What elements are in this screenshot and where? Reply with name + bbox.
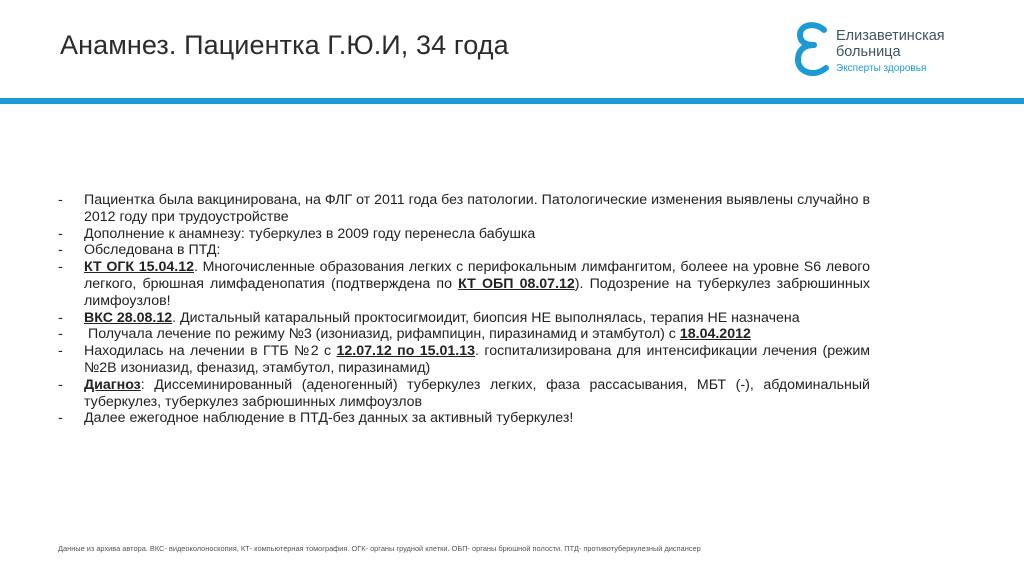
- text-part: . Многочисленные образования легких с перифокальным лимфангитом, болеее на уровне S6 левого легкого, брюшная лимфаденопатия (подтверждена по: [84, 259, 871, 292]
- list-item: [58, 310, 870, 327]
- list-item: [58, 326, 870, 343]
- item-text: [84, 310, 870, 327]
- diagnosis-keyword: Диагноз: [84, 376, 141, 393]
- list-item: [58, 343, 870, 377]
- text-part: Далее ежегодное наблюдение в ПТД-без данных за активный туберкулез!: [84, 410, 574, 427]
- text-part: . Дистальный катаральный проктосигмоидит, биопсия НЕ выполнялась, терапия НЕ назначена: [172, 309, 800, 326]
- list-item: [58, 242, 870, 259]
- slide-title: Анамнез. Пациентка Г.Ю.И, 34 года: [60, 30, 509, 60]
- anamnesis-list: [58, 192, 870, 427]
- header-divider: [0, 98, 1024, 104]
- hospital-logo: [794, 20, 994, 80]
- bullet-dash: -: [58, 225, 63, 242]
- bullet-dash: -: [58, 326, 63, 343]
- list-item: [58, 377, 870, 411]
- bullet-dash: -: [58, 259, 63, 276]
- logo-tagline: Эксперты здоровья: [836, 63, 927, 74]
- item-text: [84, 192, 870, 226]
- item-text: [84, 326, 870, 343]
- text-part: Находилась на лечении в ГТБ №2 с: [84, 343, 337, 360]
- item-text: [84, 377, 870, 411]
- item-text: [84, 343, 870, 377]
- list-item: [58, 192, 870, 226]
- list-item: [58, 259, 870, 309]
- hospital-dates-keyword: 12.07.12 по 15.01.13: [336, 343, 475, 360]
- footnote: Данные из архива автора. ВКС- видеоколоноскопия, КТ- компьютерная томография. ОГК- органы грудной клетки. ОБП- органы брюшной полости. ПТД- противотуберкулезный диспансер: [58, 544, 701, 553]
- treatment-date-keyword: 18.04.2012: [679, 326, 751, 343]
- colonoscopy-keyword: ВКС 28.08.12: [84, 309, 173, 326]
- item-text: [84, 259, 870, 309]
- logo-e-icon: [794, 20, 834, 80]
- item-text: [84, 226, 870, 243]
- text-part: Обследована в ПТД:: [84, 242, 221, 259]
- text-part: Пациентка была вакцинирована, на ФЛГ от 2011 года без патологии. Патологические изменения выявлены случайно в 2012 году при трудоустройстве: [84, 192, 870, 225]
- list-item: [58, 226, 870, 243]
- bullet-dash: -: [58, 343, 63, 360]
- bullet-dash: -: [58, 376, 63, 393]
- text-part: Получала лечение по режиму №3 (изониазид, рифампицин, пиразинамид и этамбутол) с: [88, 326, 680, 343]
- item-text: [84, 410, 870, 427]
- list-item: [58, 410, 870, 427]
- ct-chest-keyword: КТ ОГК 15.04.12: [84, 259, 194, 276]
- text-part: : Диссеминированный (аденогенный) туберкулез легких, фаза рассасывания, МБТ (-), абдоминальный туберкулез, туберкулез забрюшинных лимфоузлов: [84, 376, 870, 410]
- bullet-dash: -: [58, 192, 63, 208]
- logo-name-line1: Елизаветинская: [836, 28, 945, 44]
- item-text: [84, 242, 870, 259]
- bullet-dash: -: [58, 242, 63, 259]
- text-part: . госпитализирована для интенсификации лечения (режим №2В изониазид, феназид, этамбутол, пиразинамид): [84, 343, 871, 376]
- logo-name: [836, 28, 945, 60]
- ct-abdomen-keyword: КТ ОБП 08.07.12: [458, 275, 575, 292]
- text-part: ). Подозрение на туберкулез забрюшинных лимфоузлов!: [84, 275, 870, 309]
- bullet-dash: -: [58, 410, 63, 427]
- logo-name-line2: больница: [836, 44, 901, 60]
- text-part: Дополнение к анамнезу: туберкулез в 2009 году перенесла бабушка: [84, 225, 536, 242]
- bullet-dash: -: [58, 309, 63, 326]
